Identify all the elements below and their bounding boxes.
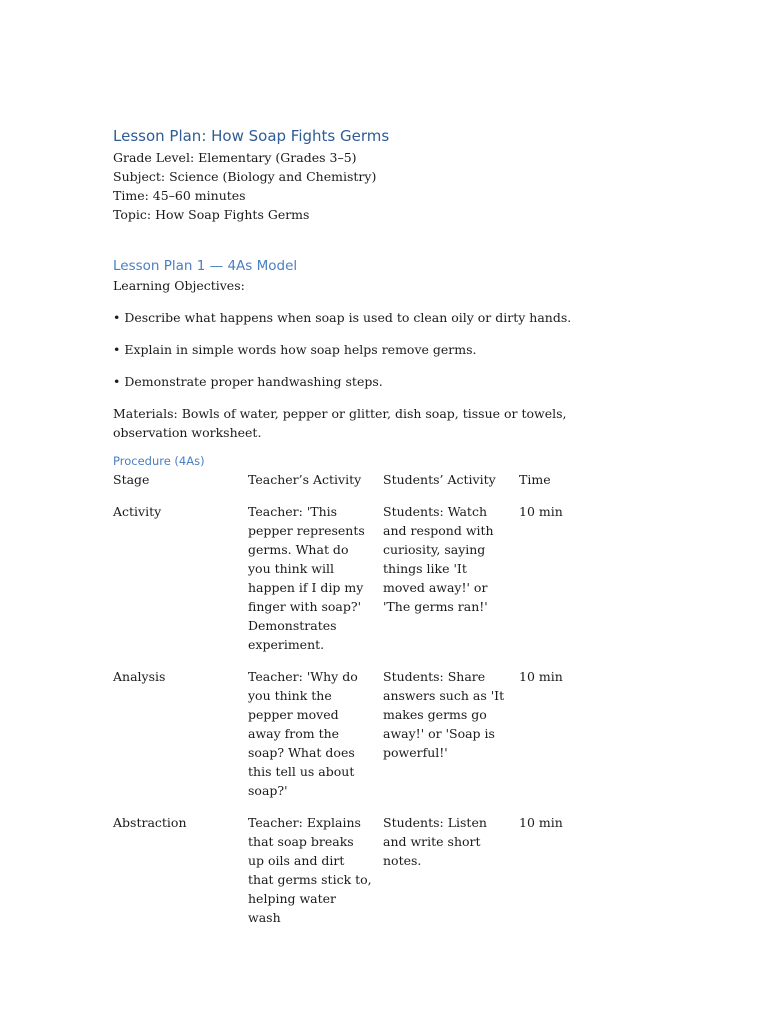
objectives-label: Learning Objectives: (113, 278, 245, 293)
teacher-cell: Teacher: 'This pepper represents germs. What do you think will happen if I dip my finger with soap?' Demonstrates experiment. (248, 504, 365, 652)
stage-cell: Abstraction (113, 815, 187, 830)
procedure-heading: Procedure (4As) (113, 454, 205, 468)
teacher-cell: Teacher: 'Why do you think the pepper moved away from the soap? What does this tell us about soap?' (248, 669, 358, 798)
objective-item: • Demonstrate proper handwashing steps. (113, 374, 383, 389)
table-row (113, 489, 589, 654)
header-teacher-activity: Teacher’s Activity (248, 472, 362, 487)
students-cell: Students: Watch and respond with curiosity, saying things like 'It moved away!' or 'The germs ran!' (383, 504, 494, 614)
table-row (113, 654, 589, 800)
time-cell: 10 min (519, 669, 563, 684)
objective-item: • Explain in simple words how soap helps remove germs. (113, 342, 477, 357)
teacher-cell: Teacher: Explains that soap breaks up oils and dirt that germs stick to, helping water wash (248, 815, 372, 925)
students-cell: Students: Listen and write short notes. (383, 815, 487, 868)
document-title: Lesson Plan: How Soap Fights Germs (113, 127, 390, 145)
time-cell: 10 min (519, 815, 563, 830)
stage-cell: Activity (113, 504, 162, 519)
table-header-row (113, 470, 589, 489)
subject: Subject: Science (Biology and Chemistry) (113, 169, 377, 184)
header-time: Time (519, 472, 551, 487)
document-page (113, 126, 633, 927)
objective-item: • Describe what happens when soap is used to clean oily or dirty hands. (113, 310, 572, 325)
procedure-table (113, 470, 589, 927)
time: Time: 45–60 minutes (113, 188, 246, 203)
topic: Topic: How Soap Fights Germs (113, 207, 310, 222)
grade-level: Grade Level: Elementary (Grades 3–5) (113, 150, 357, 165)
table-row (113, 800, 589, 927)
header-students-activity: Students’ Activity (383, 472, 496, 487)
stage-cell: Analysis (113, 669, 166, 684)
students-cell: Students: Share answers such as 'It makes germs go away!' or 'Soap is powerful!' (383, 669, 505, 760)
header-stage: Stage (113, 472, 150, 487)
section-heading: Lesson Plan 1 — 4As Model (113, 258, 298, 274)
materials: Materials: Bowls of water, pepper or glitter, dish soap, tissue or towels, observation worksheet. (113, 406, 567, 440)
time-cell: 10 min (519, 504, 563, 519)
